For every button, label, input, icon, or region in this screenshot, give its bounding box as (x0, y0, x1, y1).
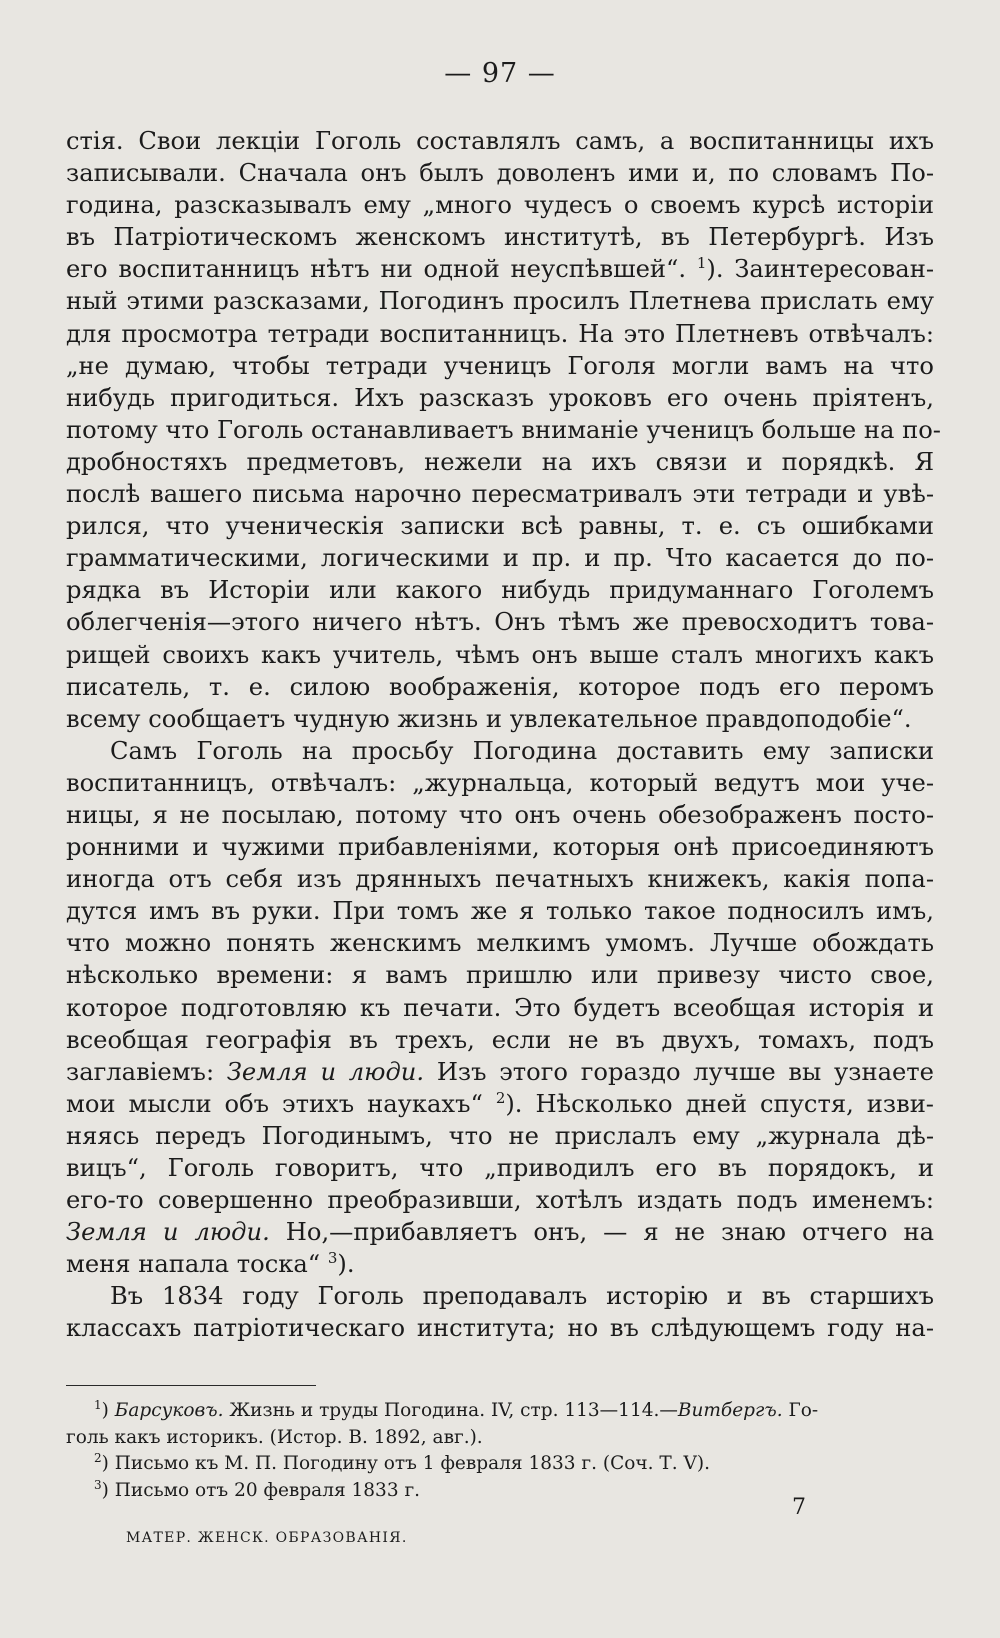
text-line: година, разсказывалъ ему „много чудесъ о своемъ курсѣ исторіи (66, 191, 934, 220)
text-line: облегченія—этого ничего нѣтъ. Онъ тѣмъ же превосходитъ това- (66, 608, 934, 637)
text-line: Самъ Гоголь на просьбу Погодина доставить ему записки (110, 736, 934, 765)
footnote-1-continued: голь какъ историкъ. (Истор. В. 1892, авг.). (66, 1426, 483, 1448)
text-line: дутся имъ въ руки. При томъ же я только такое подносилъ имъ, (66, 897, 934, 926)
footnote-mark: 1 (94, 1398, 102, 1412)
signature-mark: 7 (792, 1495, 806, 1520)
text-line: что можно понять женскимъ мелкимъ умомъ. Лучше обождать (66, 929, 934, 958)
text-line: для просмотра тетради воспитанницъ. На это Плетневъ отвѣчалъ: (66, 319, 934, 348)
text-fragment: ). Заинтересован- (706, 255, 935, 284)
paragraph-1 (66, 125, 941, 735)
text-line: въ Патріотическомъ женскомъ институтѣ, въ Петербургѣ. Изъ (66, 223, 934, 252)
footnote-ref-2: 2 (495, 1088, 506, 1107)
text-line: всеобщая географія въ трехъ, если не въ двухъ, томахъ, подъ (66, 1025, 934, 1054)
text-line: воспитанницъ, отвѣчалъ: „журнальца, который ведутъ мои уче- (66, 768, 934, 797)
text-line: писатель, т. е. силою воображенія, которое подъ его перомъ (66, 672, 934, 701)
text-line: нѣсколько времени: я вамъ пришлю или привезу чисто свое, (66, 961, 934, 990)
text-line (66, 1248, 934, 1280)
text-line (66, 1216, 934, 1248)
text-line (66, 1056, 934, 1088)
text-line: вицъ“, Гоголь говоритъ, что „приводилъ его въ порядокъ, и (66, 1154, 934, 1182)
text-line: дробностяхъ предметовъ, нежели на ихъ связи и порядкѣ. Я (66, 447, 934, 476)
footnote-mark: 2 (94, 1451, 102, 1465)
text-line: рядка въ Исторіи или какого нибудь придуманнаго Гоголемъ (66, 576, 934, 605)
footnote-divider (66, 1385, 316, 1386)
text-line: Въ 1834 году Гоголь преподавалъ исторію и въ старшихъ (110, 1282, 934, 1311)
footnote-3: $^3$) Письмо отъ 20 февраля 1833 г. (94, 1477, 421, 1501)
footnote-ref-3: 3 (327, 1249, 338, 1268)
footnote-mark: 3 (94, 1477, 102, 1492)
text-line: послѣ вашего письма нарочно пересматривалъ эти тетради и увѣ- (66, 480, 934, 509)
text-fragment: Изъ этого гораздо лучше вы узнаете (424, 1057, 934, 1086)
text-line: классахъ патріотическаго института; но въ слѣдующемъ году на- (66, 1314, 934, 1343)
footnote-text: Письмо отъ 20 февраля 1833 г. (108, 1479, 421, 1501)
text-line: его-то совершенно преобразивши, хотѣлъ издать подъ именемъ: (66, 1186, 934, 1215)
text-line: ронними и чужими прибавленіями, которыя онѣ присоединяютъ (66, 833, 934, 862)
footnote-2: $^2$) Письмо къ М. П. Погодину отъ 1 февраля 1833 г. (Соч. Т. V). (94, 1451, 710, 1474)
text-line: грамматическими, логическими и пр. и пр. Что касается до по- (66, 544, 934, 573)
text-line: рищей своихъ какъ учитель, чѣмъ онъ выше сталъ многихъ какъ (66, 640, 934, 669)
footnotes (66, 1398, 934, 1504)
page-number: — 97 — (444, 58, 556, 89)
body-text (66, 125, 941, 1345)
footer-label: МАТЕР. ЖЕНСК. ОБРАЗОВАНІЯ. (126, 1530, 408, 1546)
text-line (66, 1088, 934, 1120)
footnote-text: Жизнь и труды Погодина. IV, стр. 113—114.— (223, 1400, 678, 1421)
footnote-ref-1: 1 (696, 254, 707, 273)
paragraph-2 (66, 735, 934, 1281)
text-fragment: меня напала тоска“ (66, 1250, 328, 1279)
text-line: „не думаю, чтобы тетради ученицъ Гоголя могли вамъ на что (66, 351, 934, 380)
text-fragment: заглавіемъ: (66, 1057, 227, 1086)
text-fragment: его воспитанницъ нѣтъ ни одной неуспѣвшей“. (66, 255, 697, 284)
text-line: потому что Гоголь останавливаетъ вниманіе ученицъ больше на по- (66, 415, 941, 444)
text-fragment: ). (337, 1250, 355, 1279)
text-line: записывали. Сначала онъ былъ доволенъ ими и, по словамъ По- (66, 159, 934, 188)
text-line: няясь передъ Погодинымъ, что не прислалъ ему „журнала дѣ- (66, 1121, 934, 1150)
text-line: ницы, я не посылаю, потому что онъ очень обезображенъ посто- (66, 800, 934, 829)
text-line: нибудь пригодиться. Ихъ разсказъ уроковъ его очень пріятенъ, (66, 383, 934, 412)
footnote-1: $^1$) Барсуковъ. Жизнь и труды Погодина. IV, стр. 113—114.—Витбергъ. Го- (94, 1398, 819, 1421)
text-fragment: ). Нѣсколько дней спустя, изви- (505, 1089, 934, 1118)
footnote-text: Письмо къ М. П. Погодину отъ 1 февраля 1833 г. (Соч. Т. V). (108, 1453, 710, 1474)
text-fragment: мои мысли объ этихъ наукахъ“ (66, 1089, 496, 1118)
footnote-text: Го- (782, 1400, 819, 1421)
text-line: стія. Свои лекціи Гоголь составлялъ самъ, а воспитанницы ихъ (66, 127, 934, 155)
footnote-author: Барсуковъ. (114, 1400, 224, 1421)
text-line (66, 253, 934, 285)
paragraph-3 (66, 1280, 934, 1344)
book-title: Земля и люди. (226, 1057, 425, 1086)
text-line: ный этими разсказами, Погодинъ просилъ Плетнева прислать ему (66, 287, 934, 316)
text-line: иногда отъ себя изъ дрянныхъ печатныхъ книжекъ, какія попа- (66, 865, 934, 894)
book-title: Земля и люди. (66, 1218, 270, 1247)
footnote-author: Витбергъ. (677, 1400, 783, 1421)
text-line: всему сообщаетъ чудную жизнь и увлекательное правдоподобіе“. (66, 704, 912, 733)
text-line: рился, что ученическія записки всѣ равны, т. е. съ ошибками (66, 512, 934, 541)
text-fragment: Но,—прибавляетъ онъ, — я не знаю отчего на (269, 1218, 934, 1247)
text-line: которое подготовляю къ печати. Это будетъ всеобщая исторія и (66, 993, 934, 1022)
